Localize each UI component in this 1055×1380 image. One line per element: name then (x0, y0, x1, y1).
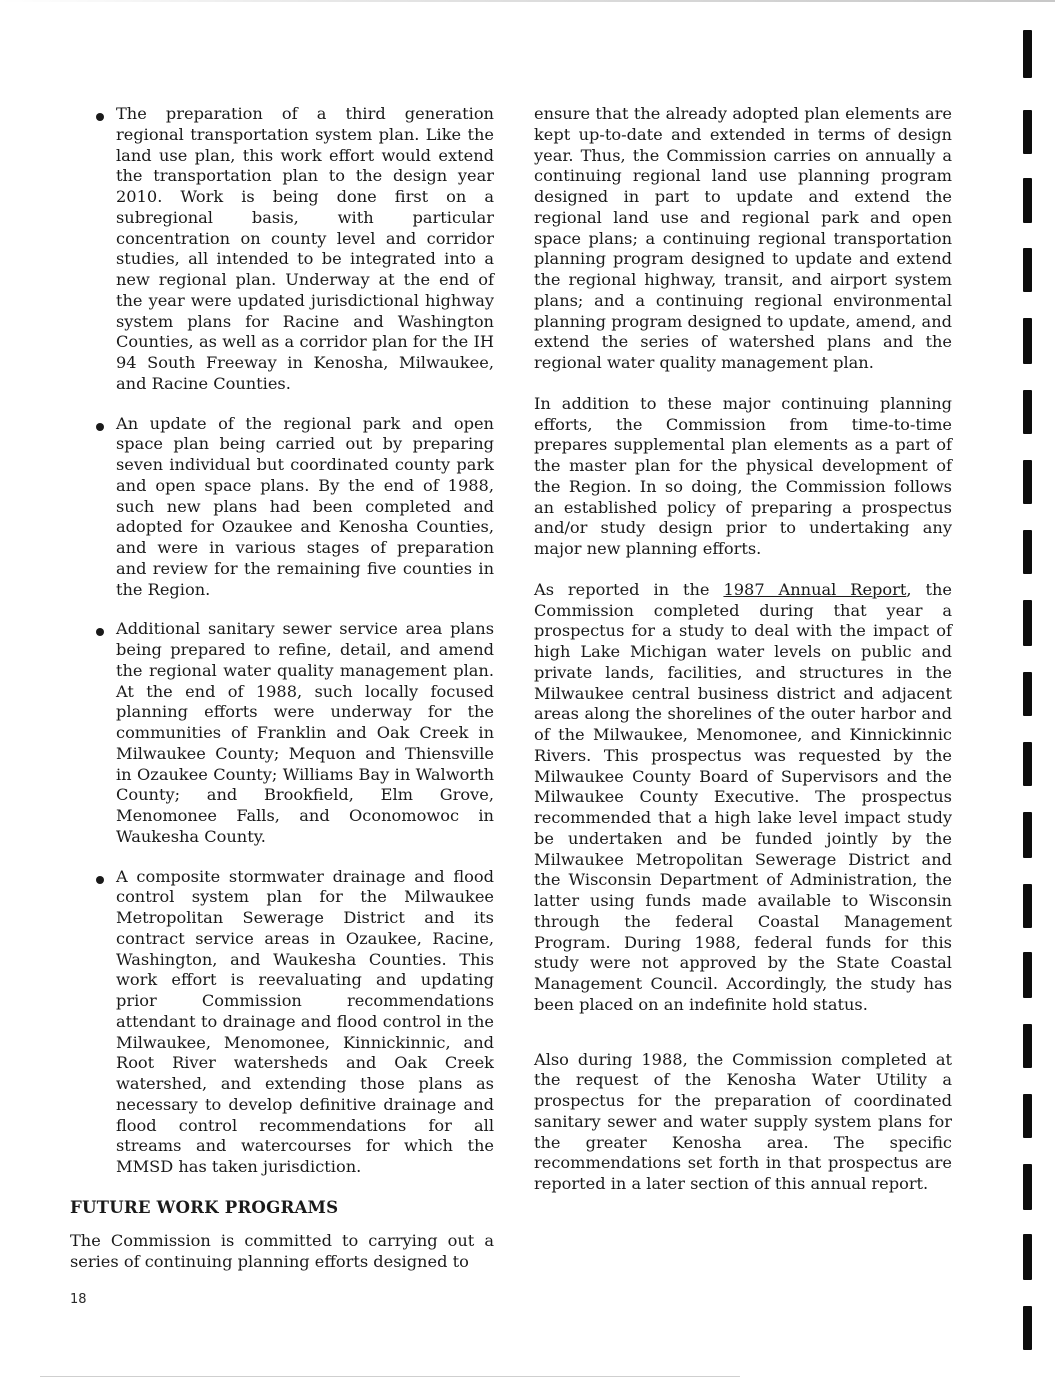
paragraph-continuing-efforts: ensure that the already adopted plan elements are kept up-to-date and extended in terms of design year. Thus, the Commission carries on annually a continuing regional land use planning program designed in part to update and extend the regional land use and regional park and open space plans; a continuing regional transportation planning program designed to update and extend the regional highway, transit, and airport system plans; and a continuing regional environmental planning program designed to update, amend, and extend the series of watershed plans and the regional water quality management plan. (534, 104, 952, 372)
paragraph-lake-michigan-prospectus (534, 580, 952, 1016)
edge-mark (1023, 530, 1032, 574)
scan-bottom-edge (40, 1376, 740, 1377)
bullet-item (70, 619, 494, 847)
paragraph-rest-text: , the Commission completed during that year a prospectus for a study to deal with the impact of high Lake Michigan water levels on public and private lands, facilities, and structures in the Milwaukee central business district and adjacent areas along the shorelines of the outer harbor and of the Milwaukee, Menomonee, and Kinnickinnic Rivers. This prospectus was requested by the Milwaukee County Board of Supervisors and the Milwaukee County Executive. The prospectus recommended that a high lake level impact study be undertaken and be funded jointly by the Milwaukee Metropolitan Sewerage District and the Wisconsin Department of Administration, the latter using funds made available to Wisconsin through the federal Coastal Management Program. During 1988, federal funds for this study were not approved by the State Coastal Management Council. Accordingly, the study has been placed on an indefinite hold status. (534, 579, 952, 1014)
scan-top-edge (0, 0, 1055, 2)
edge-mark (1023, 1094, 1032, 1138)
paragraph-supplemental-plans: In addition to these major continuing planning efforts, the Commission from time-to-time prepares supplemental plan elements as a part of the master plan for the physical development of the Region. In so doing, the Commission follows an established policy of preparing a prospectus and/or study design prior to undertaking any major new planning efforts. (534, 393, 952, 558)
edge-mark (1023, 318, 1032, 364)
bullet-icon (96, 628, 104, 636)
bullet-item (70, 414, 494, 601)
edge-mark (1023, 1234, 1032, 1280)
edge-mark (1023, 1306, 1032, 1350)
edge-mark (1023, 1024, 1032, 1068)
edge-mark (1023, 178, 1032, 223)
bullet-item (70, 104, 494, 395)
bullet-icon (96, 423, 104, 431)
bullet-icon (96, 876, 104, 884)
edge-mark (1023, 248, 1032, 292)
page-number: 18 (70, 1292, 87, 1307)
closing-paragraph: The Commission is committed to carrying out a series of continuing planning efforts designed to (70, 1230, 494, 1271)
paragraph-kenosha-prospectus: Also during 1988, the Commission completed at the request of the Kenosha Water Utility a prospectus for the preparation of coordinated sanitary sewer and water supply system plans for the greater Kenosha area. The specific recommendations set forth in that prospectus are reported in a later section of this annual report. (534, 1049, 952, 1193)
bullet-icon (96, 113, 104, 121)
edge-mark (1023, 812, 1032, 858)
edge-mark (1023, 672, 1032, 716)
edge-mark (1023, 884, 1032, 928)
section-heading: FUTURE WORK PROGRAMS (70, 1196, 339, 1217)
edge-mark (1023, 30, 1032, 78)
bullet-text-park-plan: An update of the regional park and open space plan being carried out by preparing seven individual but coordinated county park and open space plans. By the end of 1988, such new plans had been completed and adopted for Ozaukee and Kenosha Counties, and were in various stages of preparation and review for the remaining five counties in the Region. (116, 413, 494, 599)
edge-mark (1023, 390, 1032, 434)
edge-mark (1023, 600, 1032, 646)
bullet-text-transportation: The preparation of a third generation regional transportation system plan. Like the land use plan, this work effort would extend the transportation plan to the design year 2010. Work is being done first on a subregional basis, with particular concentration on county level and corridor studies, all intended to be integrated into a new regional plan. Underway at the end of the year were updated jurisdictional highway system plans for Racine and Washington Counties, as well as a corridor plan for the IH 94 South Freeway in Kenosha, Milwaukee, and Racine Counties. (116, 104, 494, 393)
paragraph-lead-text: As reported in the (534, 579, 724, 599)
report-title-reference: 1987 Annual Report (723, 579, 907, 599)
bullet-text-stormwater: A composite stormwater drainage and flood control system plan for the Milwaukee Metropolitan Sewerage District and its contract service areas in Ozaukee, Racine, Washington, and Waukesha Counties. This work effort is reevaluating and updating prior Commission recommendations attendant to drainage and flood control in the Milwaukee, Menomonee, Kinnickinnic, and Root River watersheds and Oak Creek watershed, and extending those plans as necessary to develop definitive drainage and flood control recommendations for all streams and watercourses for which the MMSD has taken jurisdiction. (116, 866, 494, 1176)
edge-mark (1023, 742, 1032, 786)
left-column (70, 104, 494, 1290)
edge-mark (1023, 952, 1032, 998)
edge-mark (1023, 1164, 1032, 1210)
right-column (534, 104, 952, 1213)
bullet-item (70, 867, 494, 1178)
edge-mark (1023, 110, 1032, 154)
edge-mark (1023, 460, 1032, 504)
bullet-text-sewer-plans: Additional sanitary sewer service area plans being prepared to refine, detail, and amend the regional water quality management plan. At the end of 1988, such locally focused planning efforts were underway for the communities of Franklin and Oak Creek in Milwaukee County; Mequon and Thiensville in Ozaukee County; Williams Bay in Walworth County; and Brookfield, Elm Grove, Menomonee Falls, and Oconomowoc in Waukesha County. (116, 619, 494, 846)
